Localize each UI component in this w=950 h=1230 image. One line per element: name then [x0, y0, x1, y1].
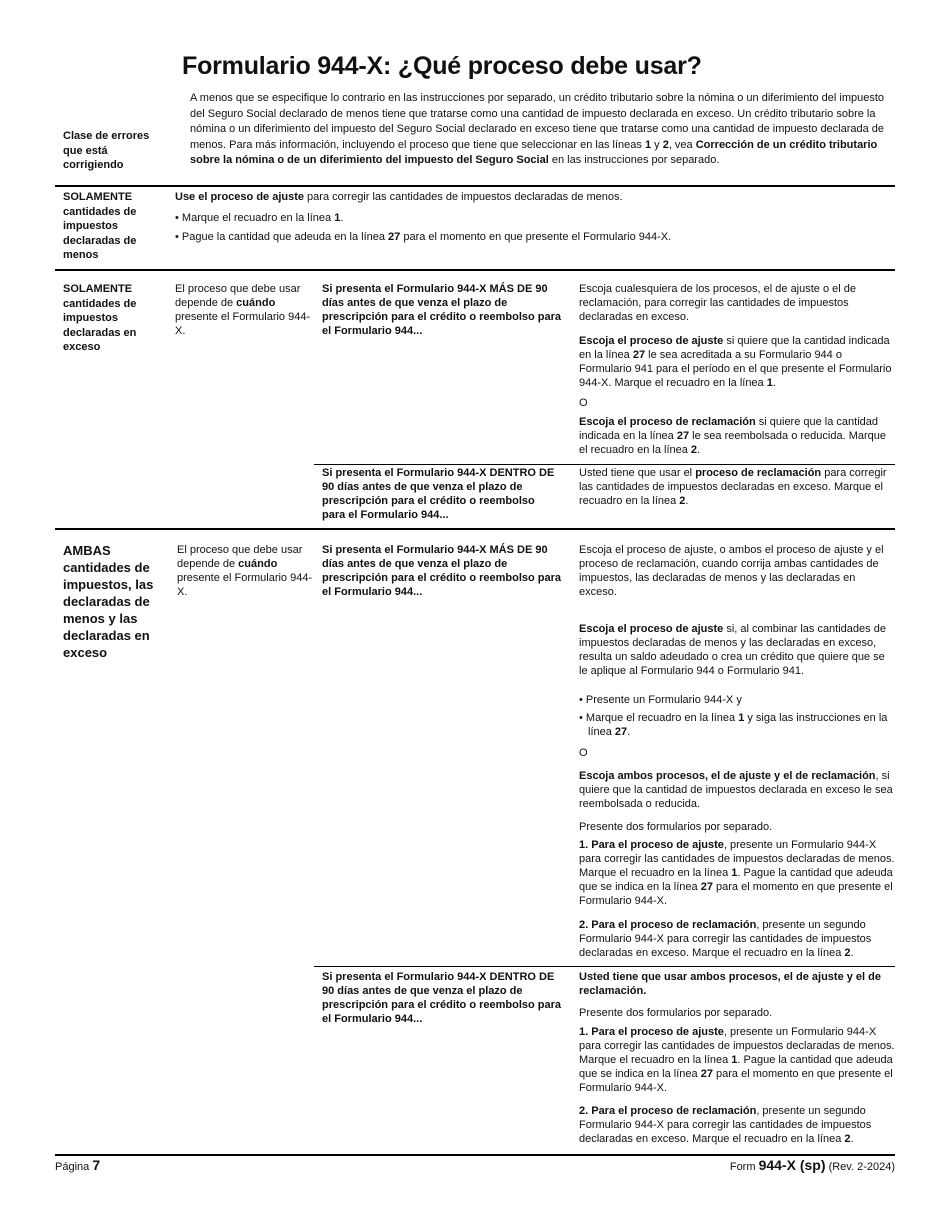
- form-id: Form 944-X (sp) (Rev. 2-2024): [729, 1157, 895, 1173]
- row3-case2-text-3: 1. Para el proceso de ajuste, presente un Formulario 944-X para corregir las cantidades de impuestos declaradas de menos. Marque el recuadro en la línea 1. Pague la cantidad que adeuda que se indica en la línea 27 para el momento en que presente el Formulario 944-X.: [579, 1026, 895, 1094]
- row2-case1-text-1: Escoja cualesquiera de los procesos, el de ajuste o el de reclamación, para corregir las cantidades de impuestos declaradas en exceso.: [579, 283, 857, 323]
- row1-lead: Use el proceso de ajuste para corregir las cantidades de impuestos declaradas de menos.: [175, 191, 623, 203]
- row1-rule: [55, 269, 895, 271]
- row3-label: AMBAS cantidades de impuestos, las declaradas de menos y las declaradas en exceso: [63, 543, 154, 660]
- row3-case1-text-4: Presente dos formularios por separado.: [579, 821, 773, 833]
- row3-case1-text-3: Escoja ambos procesos, el de ajuste y el de reclamación, si quiere que la cantidad de impuestos declarada en exceso le sea reembolsada o reducida.: [579, 770, 893, 810]
- row1-bullet-2: • Pague la cantidad que adeuda en la línea 27 para el momento en que presente el Formulario 944-X.: [175, 231, 672, 243]
- row3-case1-text-1: Escoja el proceso de ajuste, o ambos el proceso de ajuste y el proceso de reclamación, cuando corrija ambas cantidades de impuestos, las declaradas de menos y las declaradas en exceso.: [579, 544, 884, 598]
- row3-case1-text-5: 1. Para el proceso de ajuste, presente un Formulario 944-X para corregir las cantidades de impuestos declaradas de menos. Marque el recuadro en la línea 1. Pague la cantidad que adeuda que se indica en la línea 27 para el momento en que presente el Formulario 944-X.: [579, 839, 895, 907]
- row1-bullet-1: • Marque el recuadro en la línea 1.: [175, 212, 344, 224]
- row3-case1: Si presenta el Formulario 944-X MÁS DE 90 días antes de que venza el plazo de prescripción para el crédito o reembolso para el Formulario 944...: [322, 544, 562, 598]
- row2-case2: Si presenta el Formulario 944-X DENTRO DE 90 días antes de que venza el plazo de prescripción para el crédito o reembolso para el Formulario 944...: [322, 467, 555, 521]
- row3-case2-text-1: Usted tiene que usar ambos procesos, el de ajuste y el de reclamación.: [579, 971, 881, 997]
- row2-case1: Si presenta el Formulario 944-X MÁS DE 90 días antes de que venza el plazo de prescripción para el crédito o reembolso para el Formulario 944...: [322, 283, 562, 337]
- intro-paragraph: A menos que se especifique lo contrario en las instrucciones por separado, un crédito tributario sobre la nómina o un diferimiento del impuesto del Seguro Social declarado de menos tiene que tratarse como una cantidad de impuesto declarada en exceso. Un crédito tributario sobre la nómina o un diferimiento del impuesto del Seguro Social declarado en exceso tiene que tratarse como una cantidad de impuesto declarada de menos. Para más información, incluyendo el proceso que tiene que seleccionar en las líneas 1 y 2, vea Corrección de un crédito tributario sobre la nómina o de un diferimiento del impuesto del Seguro Social en las instrucciones por separado.: [190, 92, 885, 166]
- row2-label: SOLAMENTE cantidades de impuestos declaradas en exceso: [63, 283, 137, 353]
- header-rule: [55, 185, 895, 187]
- row2-rule: [55, 528, 895, 530]
- row3-divider: [314, 966, 895, 967]
- row3-depends: El proceso que debe usar depende de cuándo presente el Formulario 944-X.: [177, 544, 313, 598]
- row2-depends: El proceso que debe usar depende de cuándo presente el Formulario 944-X.: [175, 283, 311, 337]
- row2-case1-text-3: Escoja el proceso de reclamación si quiere que la cantidad indicada en la línea 27 le sea reembolsada o reducida. Marque el recuadro en la línea 2.: [579, 416, 887, 456]
- column-header-error-type: Clase de errores que está corrigiendo: [63, 130, 150, 171]
- row3-case2: Si presenta el Formulario 944-X DENTRO DE 90 días antes de que venza el plazo de prescripción para el crédito o reembolso para el Formulario 944...: [322, 971, 562, 1025]
- row2-case2-text: Usted tiene que usar el proceso de reclamación para corregir las cantidades de impuestos declaradas en exceso. Marque el recuadro en la línea 2.: [579, 467, 887, 507]
- row3-bullet-2: • Marque el recuadro en la línea 1 y siga las instrucciones en la línea 27.: [579, 712, 888, 738]
- row3-case1-text-2: Escoja el proceso de ajuste si, al combinar las cantidades de impuestos declaradas de menos y las declaradas en exceso, resulta un saldo adeudado o crea un crédito que quiere que se le aplique al Formulario 944 o Formulario 941.: [579, 623, 886, 677]
- footer-rule: [55, 1154, 895, 1156]
- row3-case2-text-2: Presente dos formularios por separado.: [579, 1007, 773, 1019]
- page-number: Página 7: [55, 1157, 101, 1173]
- row2-case1-text-2: Escoja el proceso de ajuste si quiere que la cantidad indicada en la línea 27 le sea acreditada a su Formulario 944 o Formulario 941 para el período en el que presente el Formulario 944-X. Marque el recuadro en la línea 1.: [579, 335, 892, 389]
- row3-case1-text-6: 2. Para el proceso de reclamación, presente un segundo Formulario 944-X para corregir las cantidades de impuestos declaradas en exceso. Marque el recuadro en la línea 2.: [579, 919, 872, 959]
- row1-label: SOLAMENTE cantidades de impuestos declaradas de menos: [63, 191, 137, 261]
- row3-bullet-1: • Presente un Formulario 944-X y: [579, 694, 742, 706]
- row2-case1-or: O: [579, 397, 588, 409]
- row3-case1-or: O: [579, 747, 588, 759]
- page-title: Formulario 944-X: ¿Qué proceso debe usar?: [182, 52, 702, 80]
- row3-case2-text-4: 2. Para el proceso de reclamación, presente un segundo Formulario 944-X para corregir las cantidades de impuestos declaradas en exceso. Marque el recuadro en la línea 2.: [579, 1105, 872, 1145]
- row2-divider: [314, 464, 895, 465]
